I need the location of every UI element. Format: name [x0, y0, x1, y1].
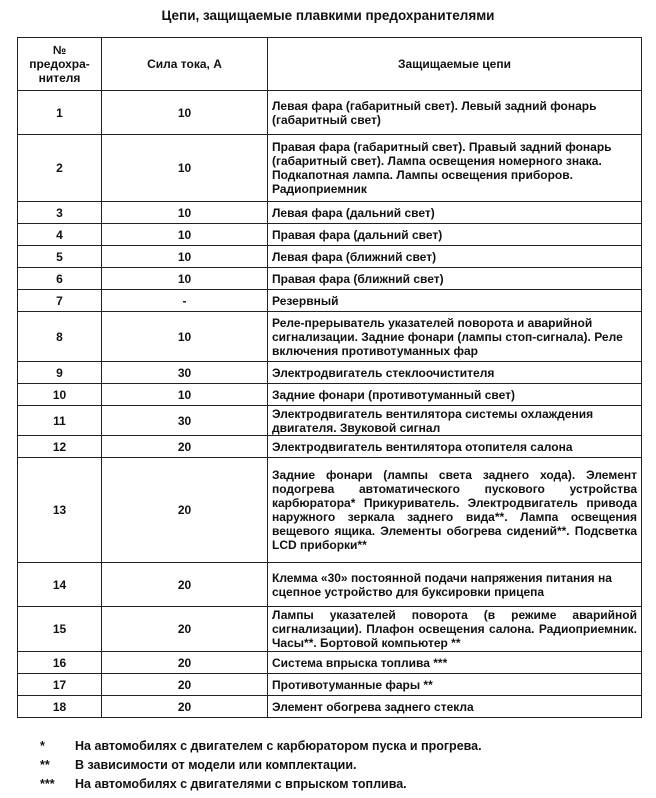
circuits-cell: Задние фонари (противотуманный свет) [268, 384, 642, 406]
fuse-number-cell: 8 [18, 312, 102, 362]
circuits-cell: Клемма «30» постоянной подачи напряжения питания на сцепное устройство для буксировки прицепа [268, 563, 642, 607]
table-row [18, 135, 642, 202]
table-row [18, 312, 642, 362]
footnote-mark: ** [40, 758, 50, 772]
fuse-number-cell: 1 [18, 91, 102, 135]
current-cell: 20 [102, 563, 268, 607]
circuits-cell: Правая фара (ближний свет) [268, 268, 642, 290]
circuits-cell: Резервный [268, 290, 642, 312]
footnote-mark: *** [40, 777, 55, 791]
circuits-cell: Противотуманные фары ** [268, 674, 642, 696]
footnotes [40, 737, 482, 794]
circuits-cell: Электродвигатель вентилятора отопителя салона [268, 436, 642, 458]
fuse-number-cell: 16 [18, 652, 102, 674]
footnote [40, 775, 482, 794]
fuse-number-cell: 15 [18, 607, 102, 652]
fuse-number-cell: 17 [18, 674, 102, 696]
fuse-number-cell: 5 [18, 246, 102, 268]
current-cell: 10 [102, 246, 268, 268]
table-row [18, 652, 642, 674]
table-row [18, 696, 642, 718]
circuits-cell: Система впрыска топлива *** [268, 652, 642, 674]
fuse-number-cell: 7 [18, 290, 102, 312]
fuse-number-cell: 11 [18, 406, 102, 436]
header-circuits: Защищаемые цепи [268, 38, 642, 91]
header-current: Сила тока, А [102, 38, 268, 91]
table-row [18, 384, 642, 406]
fuse-number-cell: 14 [18, 563, 102, 607]
circuits-cell: Правая фара (габаритный свет). Правый задний фонарь (габаритный свет). Лампа освещения номерного знака. Подкапотная лампа. Лампы освещения приборов. Радиоприемник [268, 135, 642, 202]
table-row [18, 290, 642, 312]
table-row [18, 436, 642, 458]
current-cell: 30 [102, 362, 268, 384]
circuits-cell: Левая фара (ближний свет) [268, 246, 642, 268]
fuse-table-body [18, 91, 642, 718]
circuits-cell: Правая фара (дальний свет) [268, 224, 642, 246]
table-row [18, 202, 642, 224]
circuits-cell: Левая фара (габаритный свет). Левый задний фонарь (габаритный свет) [268, 91, 642, 135]
current-cell: - [102, 290, 268, 312]
current-cell: 10 [102, 384, 268, 406]
circuits-cell: Элемент обогрева заднего стекла [268, 696, 642, 718]
table-header-row [18, 38, 642, 91]
current-cell: 30 [102, 406, 268, 436]
current-cell: 20 [102, 436, 268, 458]
current-cell: 10 [102, 135, 268, 202]
fuse-number-cell: 9 [18, 362, 102, 384]
footnote [40, 756, 482, 775]
fuse-number-cell: 10 [18, 384, 102, 406]
fuse-number-cell: 6 [18, 268, 102, 290]
table-row [18, 406, 642, 436]
table-row [18, 91, 642, 135]
fuse-number-cell: 12 [18, 436, 102, 458]
table-row [18, 362, 642, 384]
circuits-cell: Реле-прерыватель указателей поворота и аварийной сигнализации. Задние фонари (лампы стоп-сигнала). Реле включения противотуманных фар [268, 312, 642, 362]
current-cell: 10 [102, 91, 268, 135]
circuits-cell: Левая фара (дальний свет) [268, 202, 642, 224]
fuse-number-cell: 2 [18, 135, 102, 202]
current-cell: 10 [102, 312, 268, 362]
fuse-table [17, 37, 642, 718]
footnote-text: На автомобилях с двигателями с впрыском топлива. [75, 777, 407, 791]
footnote-text: На автомобилях с двигателем с карбюратором пуска и прогрева. [75, 739, 482, 753]
current-cell: 10 [102, 268, 268, 290]
fuse-number-cell: 4 [18, 224, 102, 246]
footnote-mark: * [40, 739, 45, 753]
circuits-cell: Электродвигатель вентилятора системы охлаждения двигателя. Звуковой сигнал [268, 406, 642, 436]
table-row [18, 674, 642, 696]
fuse-number-cell: 13 [18, 458, 102, 563]
current-cell: 20 [102, 652, 268, 674]
table-row [18, 268, 642, 290]
fuse-number-cell: 18 [18, 696, 102, 718]
footnote [40, 737, 482, 756]
fuse-number-cell: 3 [18, 202, 102, 224]
page-title: Цепи, защищаемые плавкими предохранителями [161, 8, 495, 23]
table-row [18, 607, 642, 652]
current-cell: 20 [102, 458, 268, 563]
current-cell: 10 [102, 224, 268, 246]
table-row [18, 246, 642, 268]
current-cell: 10 [102, 202, 268, 224]
circuits-cell: Электродвигатель стеклоочистителя [268, 362, 642, 384]
circuits-cell: Задние фонари (лампы света заднего хода). Элемент подогрева автоматического пускового устройства карбюратора* Прикуриватель. Электродвигатель привода наружного зеркала заднего вида**. Лампа освещения вещевого ящика. Элементы обогрева сидений**. Подсветка LCD приборки** [268, 458, 642, 563]
table-row [18, 563, 642, 607]
current-cell: 20 [102, 607, 268, 652]
footnote-text: В зависимости от модели или комплектации. [75, 758, 357, 772]
current-cell: 20 [102, 674, 268, 696]
header-fuse-number: № предохра-нителя [18, 38, 102, 91]
table-row [18, 224, 642, 246]
table-row [18, 458, 642, 563]
circuits-cell: Лампы указателей поворота (в режиме аварийной сигнализации). Плафон освещения салона. Радиоприемник. Часы**. Бортовой компьютер ** [268, 607, 642, 652]
current-cell: 20 [102, 696, 268, 718]
